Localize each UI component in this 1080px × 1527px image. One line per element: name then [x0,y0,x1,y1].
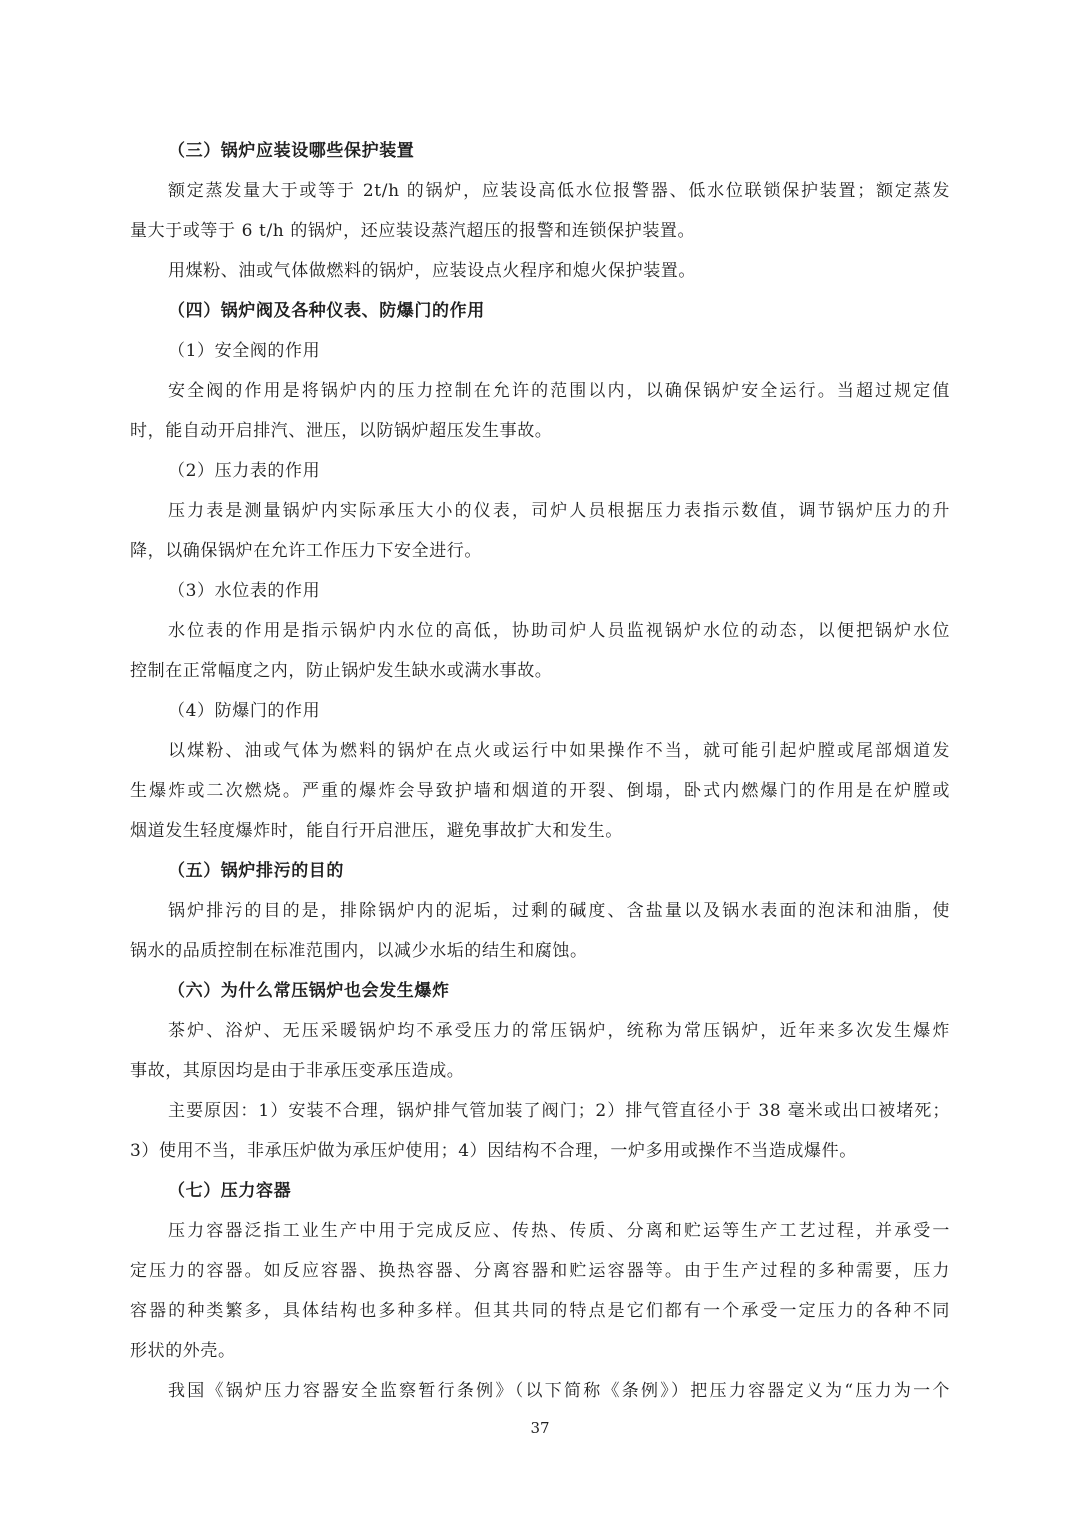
paragraph-line: 容器的种类繁多，具体结构也多种多样。但其共同的特点是它们都有一个承受一定压力的各种不同 [130,1301,950,1321]
section-heading: （六）为什么常压锅炉也会发生爆炸 [168,981,450,1001]
paragraph-line: 水位表的作用是指示锅炉内水位的高低，协助司炉人员监视锅炉水位的动态，以便把锅炉水位 [168,621,950,641]
subsection-heading: （2）压力表的作用 [168,461,321,481]
paragraph-line: 时，能自动开启排汽、泄压，以防锅炉超压发生事故。 [130,421,553,441]
paragraph-line: 锅水的品质控制在标准范围内，以减少水垢的结生和腐蚀。 [130,941,588,961]
paragraph-line: 3）使用不当，非承压炉做为承压炉使用；4）因结构不合理，一炉多用或操作不当造成爆件。 [130,1141,857,1161]
section-heading: （三）锅炉应装设哪些保护装置 [168,141,415,161]
paragraph-line: 定压力的容器。如反应容器、换热容器、分离容器和贮运容器等。由于生产过程的多种需要，压力 [130,1261,950,1281]
paragraph-line: 降，以确保锅炉在允许工作压力下安全进行。 [130,541,482,561]
paragraph-line: 压力容器泛指工业生产中用于完成反应、传热、传质、分离和贮运等生产工艺过程，并承受一 [168,1221,950,1241]
paragraph-line: 以煤粉、油或气体为燃料的锅炉在点火或运行中如果操作不当，就可能引起炉膛或尾部烟道发 [168,741,950,761]
paragraph-line: 生爆炸或二次燃烧。严重的爆炸会导致护墙和烟道的开裂、倒塌，卧式内燃爆门的作用是在炉膛或 [130,781,950,801]
paragraph-line: 额定蒸发量大于或等于 2t/h 的锅炉，应装设高低水位报警器、低水位联锁保护装置；额定蒸发 [168,181,950,201]
paragraph-line: 烟道发生轻度爆炸时，能自行开启泄压，避免事故扩大和发生。 [130,821,623,841]
paragraph-line: 用煤粉、油或气体做燃料的锅炉，应装设点火程序和熄火保护装置。 [168,261,696,281]
subsection-heading: （1）安全阀的作用 [168,341,321,361]
section-heading: （五）锅炉排污的目的 [168,861,344,881]
paragraph-line: 安全阀的作用是将锅炉内的压力控制在允许的范围以内，以确保锅炉安全运行。当超过规定值 [168,381,950,401]
paragraph-line: 压力表是测量锅炉内实际承压大小的仪表，司炉人员根据压力表指示数值，调节锅炉压力的升 [168,501,950,521]
paragraph-line: 茶炉、浴炉、无压采暖锅炉均不承受压力的常压锅炉，统称为常压锅炉，近年来多次发生爆炸 [168,1021,950,1041]
paragraph-line: 控制在正常幅度之内，防止锅炉发生缺水或满水事故。 [130,661,553,681]
paragraph-line: 锅炉排污的目的是，排除锅炉内的泥垢，过剩的碱度、含盐量以及锅水表面的泡沫和油脂，使 [168,901,950,921]
subsection-heading: （3）水位表的作用 [168,581,321,601]
paragraph-line: 事故，其原因均是由于非承压变承压造成。 [130,1061,465,1081]
paragraph-line: 主要原因：1）安装不合理，锅炉排气管加装了阀门；2）排气管直径小于 38 毫米或出口被堵死； [168,1101,950,1121]
paragraph-line: 形状的外壳。 [130,1341,236,1361]
section-heading: （七）压力容器 [168,1181,292,1201]
page-number: 37 [530,1419,550,1437]
subsection-heading: （4）防爆门的作用 [168,701,321,721]
paragraph-line: 我国《锅炉压力容器安全监察暂行条例》（以下简称《条例》）把压力容器定义为“压力为一个 [168,1381,950,1401]
section-heading: （四）锅炉阀及各种仪表、防爆门的作用 [168,301,485,321]
paragraph-line: 量大于或等于 6 t/h 的锅炉，还应装设蒸汽超压的报警和连锁保护装置。 [130,221,696,241]
